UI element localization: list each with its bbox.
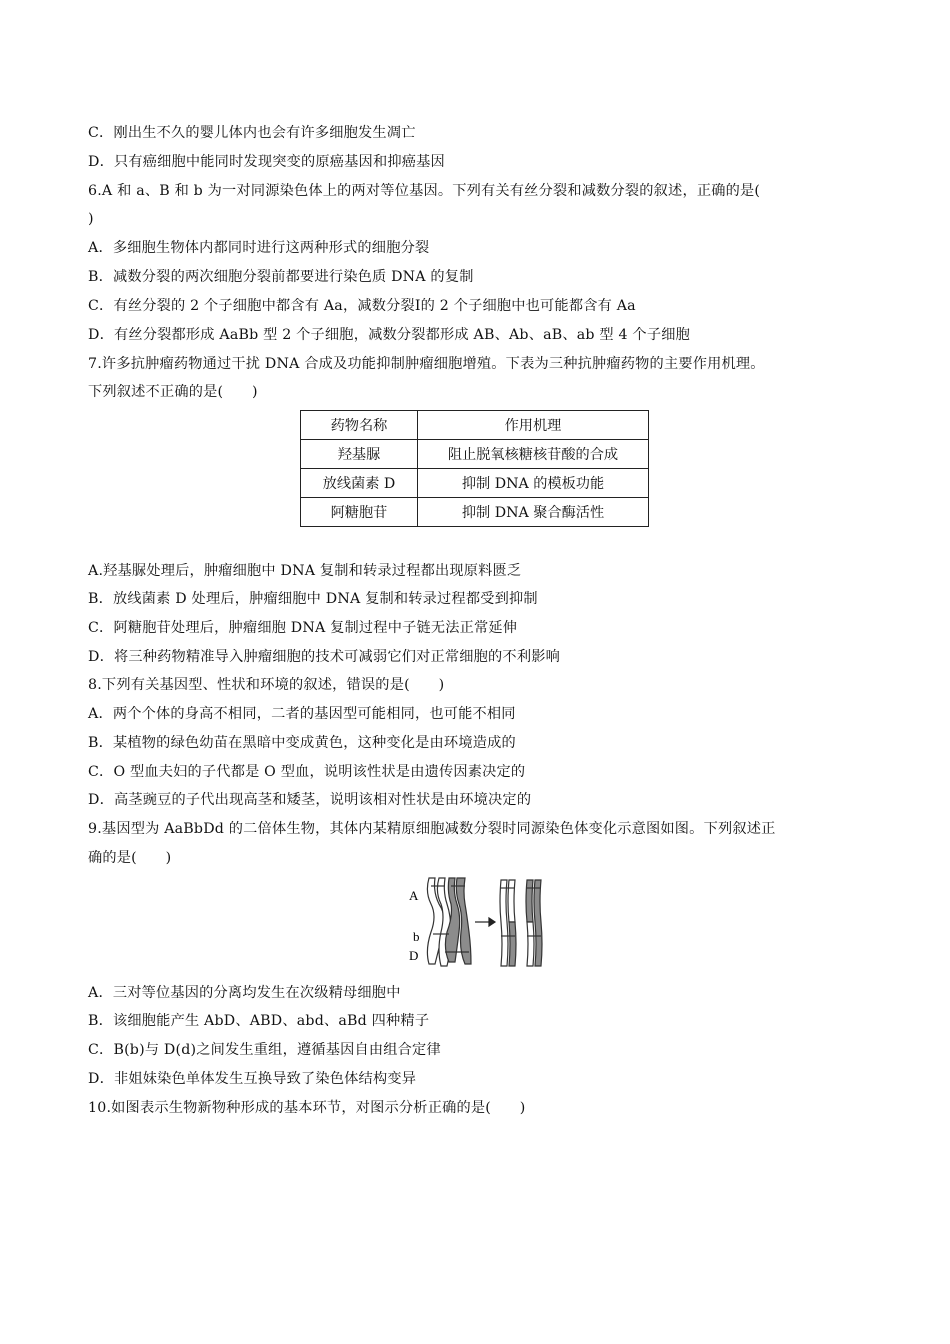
q6-option-c: C．有丝分裂的 2 个子细胞中都含有 Aa，减数分裂Ⅰ的 2 个子细胞中也可能都含有 Aa: [88, 298, 636, 314]
q7-stem-2: 下列叙述不正确的是( ): [88, 384, 258, 400]
q8-stem: 8.下列有关基因型、性状和环境的叙述，错误的是( ): [88, 677, 445, 693]
q8-option-d: D．高茎豌豆的子代出现高茎和矮茎，说明该相对性状是由环境决定的: [88, 792, 532, 808]
gene-label-b: b: [413, 929, 420, 944]
chromatid-mixed-2: [526, 880, 533, 922]
q10-stem: 10.如图表示生物新物种形成的基本环节，对图示分析正确的是( ): [88, 1100, 526, 1116]
chromatid-gray-3: [534, 880, 542, 966]
chromosome-crossover-figure: [405, 872, 555, 972]
chromatid-white-3: [500, 880, 508, 966]
q9-option-d: D．非姐妹染色单体发生互换导致了染色体结构变异: [88, 1071, 417, 1087]
q8-option-b: B．某植物的绿色幼苗在黑暗中变成黄色，这种变化是由环境造成的: [88, 735, 516, 751]
q9-option-b: B．该细胞能产生 AbD、ABD、abd、aBd 四种精子: [88, 1013, 430, 1029]
q7-option-b: B．放线菌素 D 处理后，肿瘤细胞中 DNA 复制和转录过程都受到抑制: [88, 591, 538, 607]
q9-option-a: A．三对等位基因的分离均发生在次级精母细胞中: [88, 985, 401, 1001]
q6-stem-close: ): [88, 211, 94, 227]
table-row: [301, 440, 649, 469]
q9-option-c: C．B(b)与 D(d)之间发生重组，遵循基因自由组合定律: [88, 1042, 441, 1058]
q8-option-c: C．O 型血夫妇的子代都是 O 型血，说明该性状是由遗传因素决定的: [88, 764, 526, 780]
q5-option-d: D．只有癌细胞中能同时发现突变的原癌基因和抑癌基因: [88, 154, 445, 170]
q8-option-a: A．两个个体的身高不相同，二者的基因型可能相同，也可能不相同: [88, 706, 516, 722]
table-cell: 阿糖胞苷: [301, 498, 418, 527]
table-header: 作用机理: [418, 411, 649, 440]
table-cell: 抑制 DNA 的模板功能: [418, 469, 649, 498]
q6-stem: 6.A 和 a、B 和 b 为一对同源染色体上的两对等位基因。下列有关有丝分裂和减数分裂的叙述，正确的是(: [88, 183, 761, 199]
chromatid-mixed-2-lower: [527, 922, 534, 966]
q7-option-d: D．将三种药物精准导入肿瘤细胞的技术可减弱它们对正常细胞的不利影响: [88, 649, 560, 665]
q9-stem: 9.基因型为 AaBbDd 的二倍体生物，其体内某精原细胞减数分裂时同源染色体变化示意图如图。下列叙述正: [88, 821, 776, 837]
chromatid-mixed-1-lower: [509, 922, 516, 966]
chromatid-mixed-1: [508, 880, 515, 922]
q9-stem-2: 确的是( ): [88, 850, 172, 866]
q6-option-a: A．多细胞生物体内都同时进行这两种形式的细胞分裂: [88, 240, 430, 256]
table-cell: 抑制 DNA 聚合酶活性: [418, 498, 649, 527]
table-cell: 阻止脱氧核糖核苷酸的合成: [418, 440, 649, 469]
q7-stem: 7.许多抗肿瘤药物通过干扰 DNA 合成及功能抑制肿瘤细胞增殖。下表为三种抗肿瘤药物的主要作用机理。: [88, 356, 765, 372]
table-header: 药物名称: [301, 411, 418, 440]
q5-option-c: C．刚出生不久的婴儿体内也会有许多细胞发生凋亡: [88, 125, 416, 141]
q7-option-c: C．阿糖胞苷处理后，肿瘤细胞 DNA 复制过程中子链无法正常延伸: [88, 620, 518, 636]
table-header-row: [301, 411, 649, 440]
gene-label-d: D: [409, 948, 419, 963]
table-row: [301, 498, 649, 527]
q7-option-a: A.羟基脲处理后，肿瘤细胞中 DNA 复制和转录过程都出现原料匮乏: [88, 563, 522, 579]
gene-label-a: A: [409, 888, 419, 903]
homologous-pair-after: [500, 880, 542, 966]
q6-option-b: B．减数分裂的两次细胞分裂前都要进行染色质 DNA 的复制: [88, 269, 474, 285]
q6-option-d: D．有丝分裂都形成 AaBb 型 2 个子细胞，减数分裂都形成 AB、Ab、aB、ab 型 4 个子细胞: [88, 327, 690, 343]
table-row: [301, 469, 649, 498]
table-cell: 羟基脲: [301, 440, 418, 469]
homologous-pair-before: [427, 878, 471, 966]
arrow-icon: [475, 918, 495, 926]
drug-mechanism-table: [300, 410, 649, 527]
table-cell: 放线菌素 D: [301, 469, 418, 498]
